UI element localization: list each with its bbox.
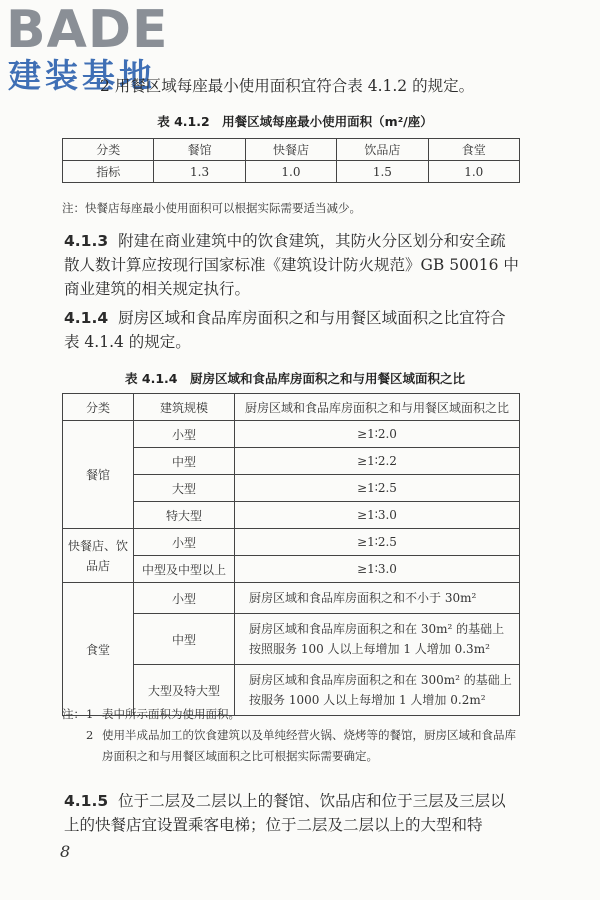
table-cell: 1.0 (428, 161, 519, 183)
table-header-row (63, 139, 520, 161)
table-4-1-4 (62, 393, 520, 716)
table-4-1-2 (62, 138, 520, 183)
table-4-1-2-caption: 表 4.1.2 用餐区域每座最小使用面积（m²/座） (157, 114, 433, 129)
table-cell: 1.3 (154, 161, 245, 183)
note-text: 使用半成品加工的饮食建筑以及单纯经营火锅、烧烤等的餐馆，厨房区域和食品库房面积之和与用餐区域面积之比可根据实际需要确定。 (102, 728, 516, 763)
table-cell: 1.0 (245, 161, 336, 183)
category-cell: 餐馆 (63, 421, 134, 529)
ratio-cell: ≥1∶2.5 (235, 529, 520, 556)
clause-text: 厨房区域和食品库房面积之和与用餐区域面积之比宜符合表 4.1.4 的规定。 (64, 309, 506, 351)
ratio-cell: 厨房区域和食品库房面积之和在 30m² 的基础上按照服务 100 人以上每增加 1 人增加 0.3m² (235, 614, 520, 665)
scale-cell: 大型及特大型 (134, 665, 235, 716)
clause-4-1-2-text: 2 用餐区域每座最小使用面积宜符合表 4.1.2 的规定。 (100, 77, 475, 95)
ratio-cell: 厨房区域和食品库房面积之和不小于 30m² (235, 583, 520, 614)
table-4-1-2-note: 注：快餐店每座最小使用面积可以根据实际需要适当减少。 (62, 201, 361, 215)
scale-cell: 小型 (134, 583, 235, 614)
ratio-cell: 厨房区域和食品库房面积之和在 300m² 的基础上按服务 1000 人以上每增加 1 人增加 0.2m² (235, 665, 520, 716)
table-4-1-4-notes (62, 704, 522, 767)
note-item (62, 725, 522, 767)
scale-cell: 特大型 (134, 502, 235, 529)
scale-cell: 小型 (134, 529, 235, 556)
scale-cell: 中型及中型以上 (134, 556, 235, 583)
scale-cell: 大型 (134, 475, 235, 502)
clause-number: 4.1.4 (64, 309, 109, 327)
clause-text: 附建在商业建筑中的饮食建筑，其防火分区划分和安全疏散人数计算应按现行国家标准《建筑设计防火规范》GB 50016 中商业建筑的相关规定执行。 (64, 232, 519, 298)
table-header-cell: 餐馆 (154, 139, 245, 161)
logo-subtitle: 建装基地 (8, 56, 156, 95)
table-header-cell: 建筑规模 (134, 394, 235, 421)
table-row (63, 161, 520, 183)
category-cell: 快餐店、饮品店 (63, 529, 134, 583)
table-cell: 1.5 (337, 161, 428, 183)
clause-4-1-4 (64, 306, 519, 354)
note-number: 1 (86, 707, 94, 721)
clause-4-1-3 (64, 229, 519, 301)
clause-4-1-5 (64, 789, 519, 837)
table-header-cell: 分类 (63, 139, 154, 161)
scale-cell: 中型 (134, 448, 235, 475)
scale-cell: 小型 (134, 421, 235, 448)
page-number: 8 (60, 842, 71, 861)
ratio-cell: ≥1∶3.0 (235, 556, 520, 583)
table-header-cell: 食堂 (428, 139, 519, 161)
note-number: 2 (86, 728, 94, 742)
note-text: 表中所示面积为使用面积。 (102, 707, 240, 721)
ratio-cell: ≥1∶2.2 (235, 448, 520, 475)
logo-wordmark: BADE (6, 0, 169, 60)
table-cell: 指标 (63, 161, 154, 183)
table-header-cell: 快餐店 (245, 139, 336, 161)
clause-4-1-2-item-2 (100, 74, 520, 98)
table-row (63, 529, 520, 556)
table-header-row (63, 394, 520, 421)
clause-number: 4.1.3 (64, 232, 109, 250)
ratio-cell: ≥1∶2.0 (235, 421, 520, 448)
table-row (63, 583, 520, 614)
ratio-cell: ≥1∶2.5 (235, 475, 520, 502)
note-item (62, 704, 522, 725)
ratio-cell: ≥1∶3.0 (235, 502, 520, 529)
notes-label: 注： (62, 707, 85, 721)
table-4-1-4-caption: 表 4.1.4 厨房区域和食品库房面积之和与用餐区域面积之比 (125, 371, 465, 386)
scale-cell: 中型 (134, 614, 235, 665)
category-cell: 食堂 (63, 583, 134, 716)
table-header-cell: 分类 (63, 394, 134, 421)
table-row (63, 421, 520, 448)
clause-number: 4.1.5 (64, 792, 109, 810)
table-header-cell: 饮品店 (337, 139, 428, 161)
clause-text: 位于二层及二层以上的餐馆、饮品店和位于三层及三层以上的快餐店宜设置乘客电梯；位于二层及二层以上的大型和特 (64, 792, 506, 834)
table-header-cell: 厨房区域和食品库房面积之和与用餐区域面积之比 (235, 394, 520, 421)
